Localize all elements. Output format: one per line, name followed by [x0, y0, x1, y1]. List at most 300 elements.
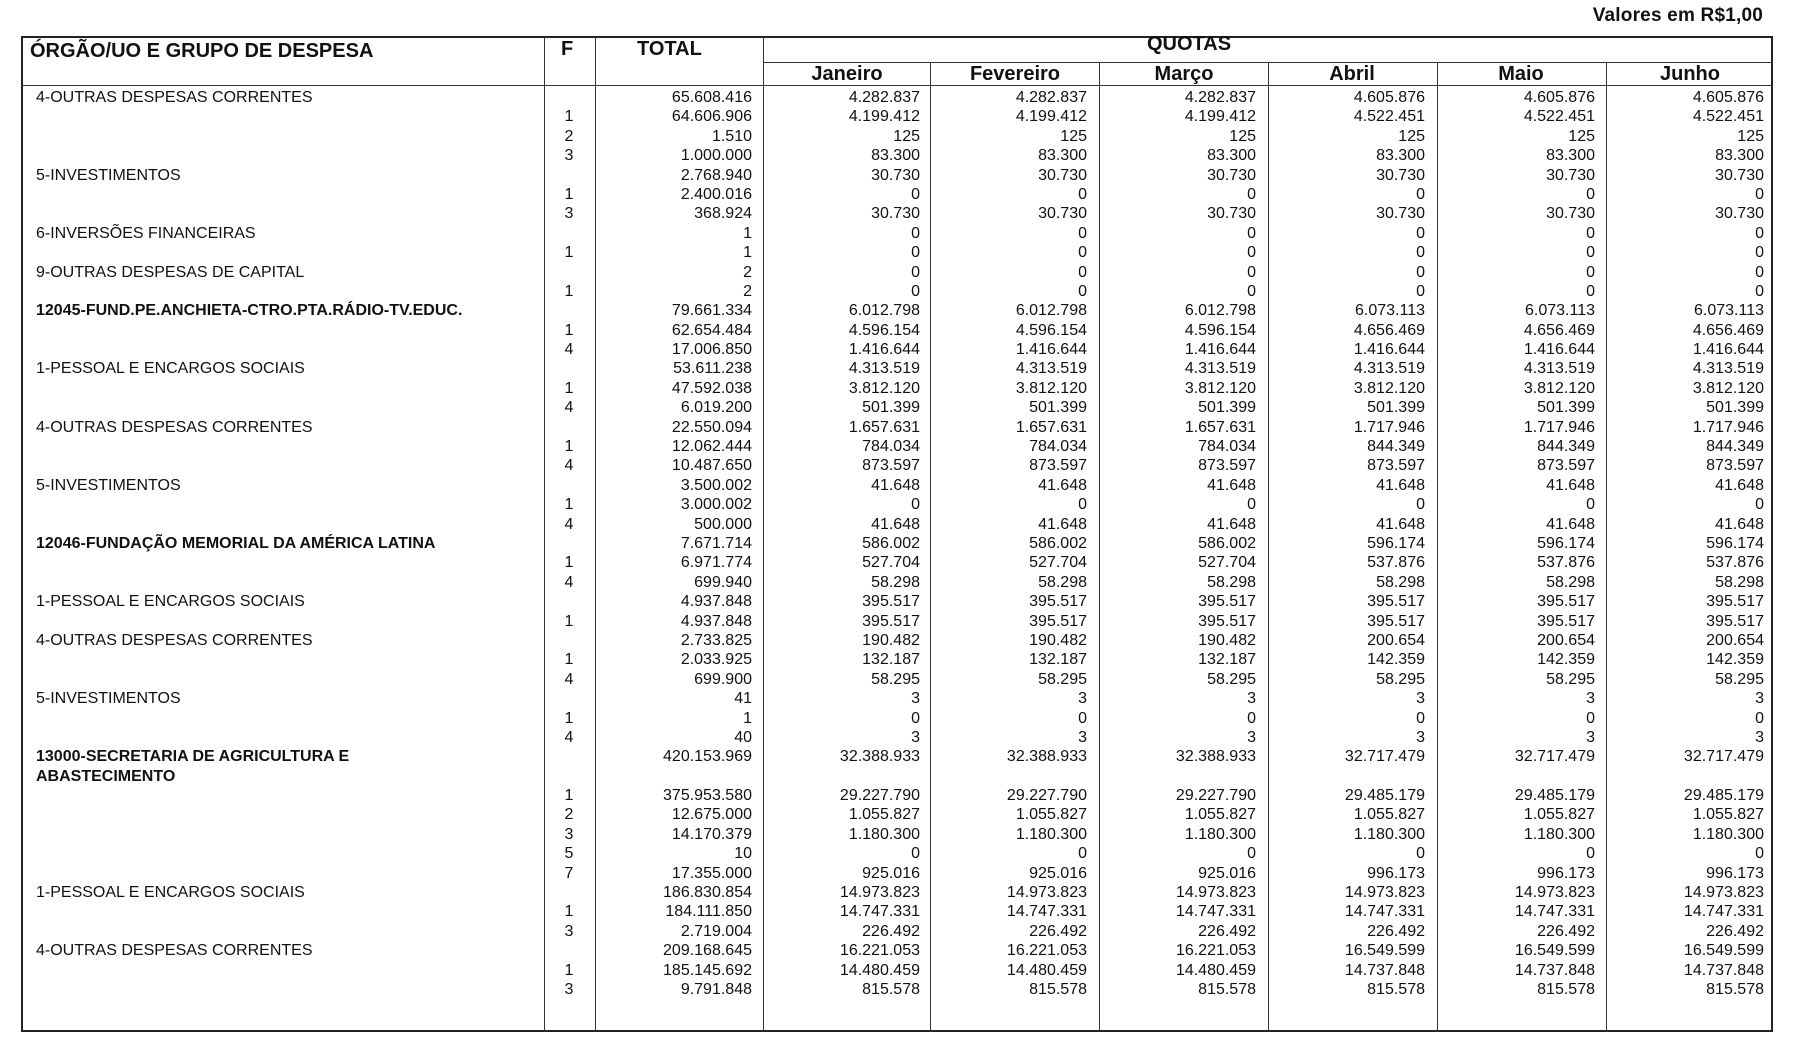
cell-janeiro: 784.034	[862, 438, 920, 456]
cell-abril: 83.300	[1376, 147, 1425, 165]
cell-junho: 58.295	[1715, 670, 1764, 688]
cell-fevereiro: 83.300	[1038, 147, 1087, 165]
row-fonte: 1	[564, 244, 574, 262]
cell-marco: 0	[1247, 185, 1256, 203]
row-fonte: 1	[564, 787, 574, 805]
cell-junho: 32.717.479	[1683, 748, 1764, 766]
cell-marco: 6.012.798	[1184, 302, 1256, 320]
row-fonte: 3	[564, 825, 574, 843]
units-note: Valores em R$1,00	[1592, 5, 1763, 26]
table-row	[0, 825, 1793, 844]
cell-marco: 4.596.154	[1184, 321, 1256, 339]
cell-janeiro: 0	[911, 224, 920, 242]
cell-fevereiro: 1.055.827	[1015, 806, 1087, 824]
cell-abril: 0	[1416, 224, 1425, 242]
cell-janeiro: 132.187	[862, 651, 920, 669]
table-row	[0, 650, 1793, 669]
cell-junho: 4.522.451	[1692, 108, 1764, 126]
cell-marco: 0	[1247, 709, 1256, 727]
cell-fevereiro: 0	[1078, 244, 1087, 262]
cell-abril: 501.399	[1367, 399, 1425, 417]
row-fonte: 2	[564, 127, 574, 145]
table-row	[0, 515, 1793, 534]
cell-fevereiro: 30.730	[1038, 166, 1087, 184]
cell-fevereiro: 6.012.798	[1015, 302, 1087, 320]
cell-marco: 29.227.790	[1175, 787, 1256, 805]
cell-total: 2	[743, 282, 752, 300]
table-row	[0, 883, 1793, 902]
cell-total: 1	[743, 244, 752, 262]
cell-junho: 0	[1755, 496, 1764, 514]
cell-maio: 395.517	[1537, 593, 1595, 611]
cell-marco: 3.812.120	[1184, 379, 1256, 397]
cell-maio: 41.648	[1546, 476, 1595, 494]
cell-total: 2.733.825	[680, 631, 752, 649]
table-row	[0, 263, 1793, 282]
cell-fevereiro: 14.747.331	[1006, 903, 1087, 921]
cell-junho: 0	[1755, 244, 1764, 262]
cell-abril: 395.517	[1367, 593, 1425, 611]
cell-fevereiro: 14.973.823	[1006, 884, 1087, 902]
cell-fevereiro: 14.480.459	[1006, 961, 1087, 979]
header-total: TOTAL	[637, 38, 702, 60]
row-fonte: 3	[564, 147, 574, 165]
cell-marco: 527.704	[1198, 554, 1256, 572]
cell-junho: 501.399	[1706, 399, 1764, 417]
table-row	[0, 185, 1793, 204]
cell-marco: 0	[1247, 282, 1256, 300]
cell-fevereiro: 30.730	[1038, 205, 1087, 223]
cell-marco: 0	[1247, 845, 1256, 863]
cell-total: 375.953.580	[663, 787, 752, 805]
cell-fevereiro: 0	[1078, 496, 1087, 514]
table-row	[0, 922, 1793, 941]
cell-janeiro: 527.704	[862, 554, 920, 572]
cell-fevereiro: 0	[1078, 709, 1087, 727]
cell-fevereiro: 3	[1078, 690, 1087, 708]
header-quotas: QUOTAS	[1147, 33, 1232, 55]
cell-junho: 14.747.331	[1683, 903, 1764, 921]
row-fonte: 7	[564, 864, 574, 882]
cell-junho: 996.173	[1706, 864, 1764, 882]
cell-marco: 873.597	[1198, 457, 1256, 475]
row-fonte: 1	[564, 651, 574, 669]
cell-abril: 142.359	[1367, 651, 1425, 669]
row-label: 4-OUTRAS DESPESAS CORRENTES	[36, 418, 313, 436]
cell-marco: 14.747.331	[1175, 903, 1256, 921]
row-fonte: 5	[564, 845, 574, 863]
table-row	[0, 243, 1793, 262]
cell-marco: 4.199.412	[1184, 108, 1256, 126]
table-row	[0, 670, 1793, 689]
cell-marco: 125	[1229, 127, 1256, 145]
cell-abril: 996.173	[1367, 864, 1425, 882]
cell-junho: 200.654	[1706, 631, 1764, 649]
cell-janeiro: 873.597	[862, 457, 920, 475]
cell-abril: 16.549.599	[1344, 942, 1425, 960]
cell-janeiro: 0	[911, 263, 920, 281]
cell-maio: 0	[1586, 845, 1595, 863]
cell-abril: 4.522.451	[1353, 108, 1425, 126]
cell-janeiro: 41.648	[871, 515, 920, 533]
cell-maio: 29.485.179	[1514, 787, 1595, 805]
row-fonte: 1	[564, 612, 574, 630]
cell-fevereiro: 501.399	[1029, 399, 1087, 417]
cell-junho: 226.492	[1706, 922, 1764, 940]
cell-abril: 30.730	[1376, 205, 1425, 223]
row-label: 1-PESSOAL E ENCARGOS SOCIAIS	[36, 360, 305, 378]
cell-abril: 14.737.848	[1344, 961, 1425, 979]
cell-junho: 0	[1755, 709, 1764, 727]
cell-abril: 6.073.113	[1355, 302, 1425, 320]
cell-junho: 16.549.599	[1683, 942, 1764, 960]
cell-maio: 996.173	[1537, 864, 1595, 882]
cell-marco: 0	[1247, 224, 1256, 242]
cell-junho: 14.737.848	[1683, 961, 1764, 979]
table-row	[0, 786, 1793, 805]
cell-janeiro: 0	[911, 709, 920, 727]
cell-abril: 815.578	[1367, 980, 1425, 998]
cell-fevereiro: 226.492	[1029, 922, 1087, 940]
cell-total: 10.487.650	[671, 457, 752, 475]
header-f: F	[561, 38, 574, 60]
table-row	[0, 612, 1793, 631]
cell-fevereiro: 1.416.644	[1015, 341, 1087, 359]
cell-total: 2	[743, 263, 752, 281]
table-row	[0, 534, 1793, 553]
cell-janeiro: 3	[911, 690, 920, 708]
cell-maio: 4.522.451	[1523, 108, 1595, 126]
cell-maio: 14.737.848	[1514, 961, 1595, 979]
cell-fevereiro: 0	[1078, 224, 1087, 242]
cell-junho: 29.485.179	[1683, 787, 1764, 805]
cell-marco: 815.578	[1198, 980, 1256, 998]
cell-fevereiro: 58.298	[1038, 573, 1087, 591]
row-fonte: 2	[564, 806, 574, 824]
cell-total: 186.830.854	[663, 884, 752, 902]
table-row	[0, 573, 1793, 592]
cell-total: 1.510	[711, 127, 752, 145]
table-row	[0, 340, 1793, 359]
cell-maio: 0	[1586, 185, 1595, 203]
table-row	[0, 747, 1793, 766]
cell-total: 17.006.850	[671, 341, 752, 359]
cell-janeiro: 41.648	[871, 476, 920, 494]
cell-total: 40	[734, 728, 752, 746]
table-row	[0, 495, 1793, 514]
cell-total: 1.000.000	[680, 147, 752, 165]
cell-marco: 395.517	[1198, 612, 1256, 630]
row-label: 13000-SECRETARIA DE AGRICULTURA E	[36, 748, 350, 766]
cell-total: 62.654.484	[671, 321, 752, 339]
cell-abril: 14.747.331	[1344, 903, 1425, 921]
row-fonte: 1	[564, 554, 574, 572]
cell-junho: 0	[1755, 263, 1764, 281]
row-fonte: 4	[564, 728, 574, 746]
cell-marco: 925.016	[1198, 864, 1256, 882]
table-row	[0, 321, 1793, 340]
row-fonte: 1	[564, 282, 574, 300]
cell-abril: 844.349	[1367, 438, 1425, 456]
cell-junho: 4.656.469	[1692, 321, 1764, 339]
table-row	[0, 127, 1793, 146]
cell-maio: 3	[1586, 690, 1595, 708]
cell-maio: 30.730	[1546, 205, 1595, 223]
cell-janeiro: 3.812.120	[848, 379, 920, 397]
cell-janeiro: 6.012.798	[848, 302, 920, 320]
cell-janeiro: 16.221.053	[839, 942, 920, 960]
cell-junho: 3.812.120	[1692, 379, 1764, 397]
cell-abril: 4.313.519	[1353, 360, 1425, 378]
cell-total: 65.608.416	[671, 89, 752, 106]
cell-janeiro: 4.596.154	[848, 321, 920, 339]
cell-junho: 83.300	[1715, 147, 1764, 165]
cell-fevereiro: 190.482	[1029, 631, 1087, 649]
table-row	[0, 941, 1793, 960]
cell-janeiro: 1.657.631	[848, 418, 920, 436]
cell-total: 2.400.016	[680, 185, 752, 203]
cell-marco: 14.480.459	[1175, 961, 1256, 979]
table-row	[0, 437, 1793, 456]
cell-abril: 41.648	[1376, 515, 1425, 533]
row-label: 9-OUTRAS DESPESAS DE CAPITAL	[36, 263, 305, 281]
row-label: 1-PESSOAL E ENCARGOS SOCIAIS	[36, 593, 305, 611]
cell-total: 209.168.645	[663, 942, 752, 960]
row-fonte: 4	[564, 457, 574, 475]
cell-fevereiro: 4.313.519	[1015, 360, 1087, 378]
cell-junho: 4.605.876	[1692, 89, 1764, 106]
cell-maio: 83.300	[1546, 147, 1595, 165]
row-fonte: 1	[564, 709, 574, 727]
cell-junho: 41.648	[1715, 476, 1764, 494]
cell-fevereiro: 125	[1060, 127, 1087, 145]
cell-marco: 30.730	[1207, 205, 1256, 223]
cell-total: 41	[734, 690, 752, 708]
cell-junho: 395.517	[1706, 593, 1764, 611]
cell-fevereiro: 16.221.053	[1006, 942, 1087, 960]
table-row	[0, 379, 1793, 398]
cell-abril: 1.180.300	[1353, 825, 1425, 843]
cell-total: 1	[743, 224, 752, 242]
cell-abril: 41.648	[1376, 476, 1425, 494]
row-fonte: 4	[564, 515, 574, 533]
cell-fevereiro: 0	[1078, 845, 1087, 863]
cell-total: 699.900	[694, 670, 752, 688]
cell-total: 14.170.379	[671, 825, 752, 843]
cell-marco: 0	[1247, 496, 1256, 514]
cell-abril: 3	[1416, 690, 1425, 708]
header-month-maio: Maio	[1498, 63, 1544, 85]
cell-maio: 873.597	[1537, 457, 1595, 475]
cell-janeiro: 190.482	[862, 631, 920, 649]
row-fonte: 1	[564, 438, 574, 456]
cell-fevereiro: 132.187	[1029, 651, 1087, 669]
cell-marco: 4.282.837	[1184, 89, 1256, 106]
cell-junho: 0	[1755, 224, 1764, 242]
cell-maio: 58.295	[1546, 670, 1595, 688]
table-row	[0, 592, 1793, 611]
cell-janeiro: 0	[911, 185, 920, 203]
cell-janeiro: 14.480.459	[839, 961, 920, 979]
cell-janeiro: 586.002	[862, 534, 920, 552]
table-row	[0, 902, 1793, 921]
cell-abril: 0	[1416, 845, 1425, 863]
cell-abril: 1.055.827	[1353, 806, 1425, 824]
cell-maio: 1.717.946	[1523, 418, 1595, 436]
cell-maio: 125	[1568, 127, 1595, 145]
cell-abril: 30.730	[1376, 166, 1425, 184]
table-row	[0, 961, 1793, 980]
cell-marco: 4.313.519	[1184, 360, 1256, 378]
cell-marco: 132.187	[1198, 651, 1256, 669]
cell-total: 7.671.714	[680, 534, 752, 552]
row-label: 12046-FUNDAÇÃO MEMORIAL DA AMÉRICA LATINA	[36, 534, 436, 552]
cell-fevereiro: 395.517	[1029, 612, 1087, 630]
cell-janeiro: 501.399	[862, 399, 920, 417]
cell-fevereiro: 3.812.120	[1015, 379, 1087, 397]
cell-janeiro: 3	[911, 728, 920, 746]
cell-total: 9.791.848	[680, 980, 752, 998]
header-month-abril: Abril	[1329, 63, 1375, 85]
cell-marco: 501.399	[1198, 399, 1256, 417]
table-row	[0, 844, 1793, 863]
cell-marco: 41.648	[1207, 476, 1256, 494]
cell-janeiro: 0	[911, 496, 920, 514]
cell-total: 500.000	[694, 515, 752, 533]
cell-abril: 873.597	[1367, 457, 1425, 475]
cell-maio: 815.578	[1537, 980, 1595, 998]
table-row	[0, 88, 1793, 107]
table-row	[0, 689, 1793, 708]
cell-maio: 32.717.479	[1514, 748, 1595, 766]
cell-junho: 815.578	[1706, 980, 1764, 998]
cell-janeiro: 58.295	[871, 670, 920, 688]
cell-maio: 844.349	[1537, 438, 1595, 456]
row-label: 4-OUTRAS DESPESAS CORRENTES	[36, 942, 313, 960]
cell-total: 699.940	[694, 573, 752, 591]
row-label: 4-OUTRAS DESPESAS CORRENTES	[36, 89, 313, 106]
cell-fevereiro: 41.648	[1038, 515, 1087, 533]
cell-janeiro: 0	[911, 244, 920, 262]
row-label: 5-INVESTIMENTOS	[36, 690, 181, 708]
table-row	[0, 767, 1793, 786]
cell-maio: 3	[1586, 728, 1595, 746]
table-row	[0, 166, 1793, 185]
cell-janeiro: 29.227.790	[839, 787, 920, 805]
row-fonte: 4	[564, 341, 574, 359]
cell-fevereiro: 29.227.790	[1006, 787, 1087, 805]
table-row	[0, 980, 1793, 999]
row-fonte: 1	[564, 185, 574, 203]
cell-maio: 3.812.120	[1523, 379, 1595, 397]
cell-maio: 0	[1586, 224, 1595, 242]
cell-total: 420.153.969	[663, 748, 752, 766]
cell-total: 368.924	[694, 205, 752, 223]
cell-abril: 395.517	[1367, 612, 1425, 630]
cell-total: 184.111.850	[665, 903, 752, 921]
cell-marco: 32.388.933	[1175, 748, 1256, 766]
cell-abril: 125	[1398, 127, 1425, 145]
row-fonte: 1	[564, 379, 574, 397]
cell-fevereiro: 873.597	[1029, 457, 1087, 475]
cell-janeiro: 4.282.837	[848, 89, 920, 106]
row-label: 6-INVERSÕES FINANCEIRAS	[36, 224, 256, 242]
cell-fevereiro: 395.517	[1029, 593, 1087, 611]
cell-marco: 30.730	[1207, 166, 1256, 184]
cell-fevereiro: 4.596.154	[1015, 321, 1087, 339]
cell-maio: 0	[1586, 282, 1595, 300]
cell-maio: 501.399	[1537, 399, 1595, 417]
cell-total: 6.971.774	[680, 554, 752, 572]
table-row	[0, 398, 1793, 417]
cell-abril: 58.298	[1376, 573, 1425, 591]
cell-janeiro: 1.180.300	[848, 825, 920, 843]
cell-abril: 0	[1416, 282, 1425, 300]
cell-junho: 873.597	[1706, 457, 1764, 475]
cell-janeiro: 125	[893, 127, 920, 145]
cell-marco: 190.482	[1198, 631, 1256, 649]
cell-junho: 58.298	[1715, 573, 1764, 591]
table-row	[0, 864, 1793, 883]
cell-total: 64.606.906	[671, 108, 752, 126]
cell-marco: 3	[1247, 690, 1256, 708]
cell-junho: 1.180.300	[1692, 825, 1764, 843]
cell-janeiro: 395.517	[862, 612, 920, 630]
cell-marco: 586.002	[1198, 534, 1256, 552]
cell-total: 12.062.444	[671, 438, 752, 456]
cell-janeiro: 32.388.933	[839, 748, 920, 766]
cell-janeiro: 1.055.827	[848, 806, 920, 824]
cell-total: 185.145.692	[663, 961, 752, 979]
cell-fevereiro: 815.578	[1029, 980, 1087, 998]
cell-fevereiro: 1.657.631	[1015, 418, 1087, 436]
cell-marco: 1.055.827	[1184, 806, 1256, 824]
cell-junho: 844.349	[1706, 438, 1764, 456]
cell-fevereiro: 0	[1078, 263, 1087, 281]
table-row	[0, 476, 1793, 495]
cell-janeiro: 14.973.823	[839, 884, 920, 902]
cell-abril: 537.876	[1367, 554, 1425, 572]
cell-marco: 14.973.823	[1175, 884, 1256, 902]
row-fonte: 3	[564, 205, 574, 223]
cell-abril: 0	[1416, 263, 1425, 281]
row-label: 1-PESSOAL E ENCARGOS SOCIAIS	[36, 884, 305, 902]
row-fonte: 4	[564, 573, 574, 591]
cell-abril: 29.485.179	[1344, 787, 1425, 805]
table-row	[0, 107, 1793, 126]
cell-janeiro: 925.016	[862, 864, 920, 882]
cell-junho: 0	[1755, 185, 1764, 203]
row-fonte: 4	[564, 399, 574, 417]
table-row	[0, 553, 1793, 572]
cell-junho: 537.876	[1706, 554, 1764, 572]
cell-abril: 596.174	[1367, 534, 1425, 552]
cell-maio: 0	[1586, 263, 1595, 281]
cell-junho: 30.730	[1715, 205, 1764, 223]
header-month-junho: Junho	[1660, 63, 1720, 85]
cell-maio: 41.648	[1546, 515, 1595, 533]
cell-maio: 226.492	[1537, 922, 1595, 940]
table-row	[0, 728, 1793, 747]
row-label: 5-INVESTIMENTOS	[36, 166, 181, 184]
quotas-underline	[763, 62, 1773, 63]
cell-junho: 125	[1737, 127, 1764, 145]
cell-fevereiro: 925.016	[1029, 864, 1087, 882]
cell-janeiro: 83.300	[871, 147, 920, 165]
cell-janeiro: 4.313.519	[848, 360, 920, 378]
cell-total: 79.661.334	[671, 302, 752, 320]
cell-marco: 16.221.053	[1175, 942, 1256, 960]
